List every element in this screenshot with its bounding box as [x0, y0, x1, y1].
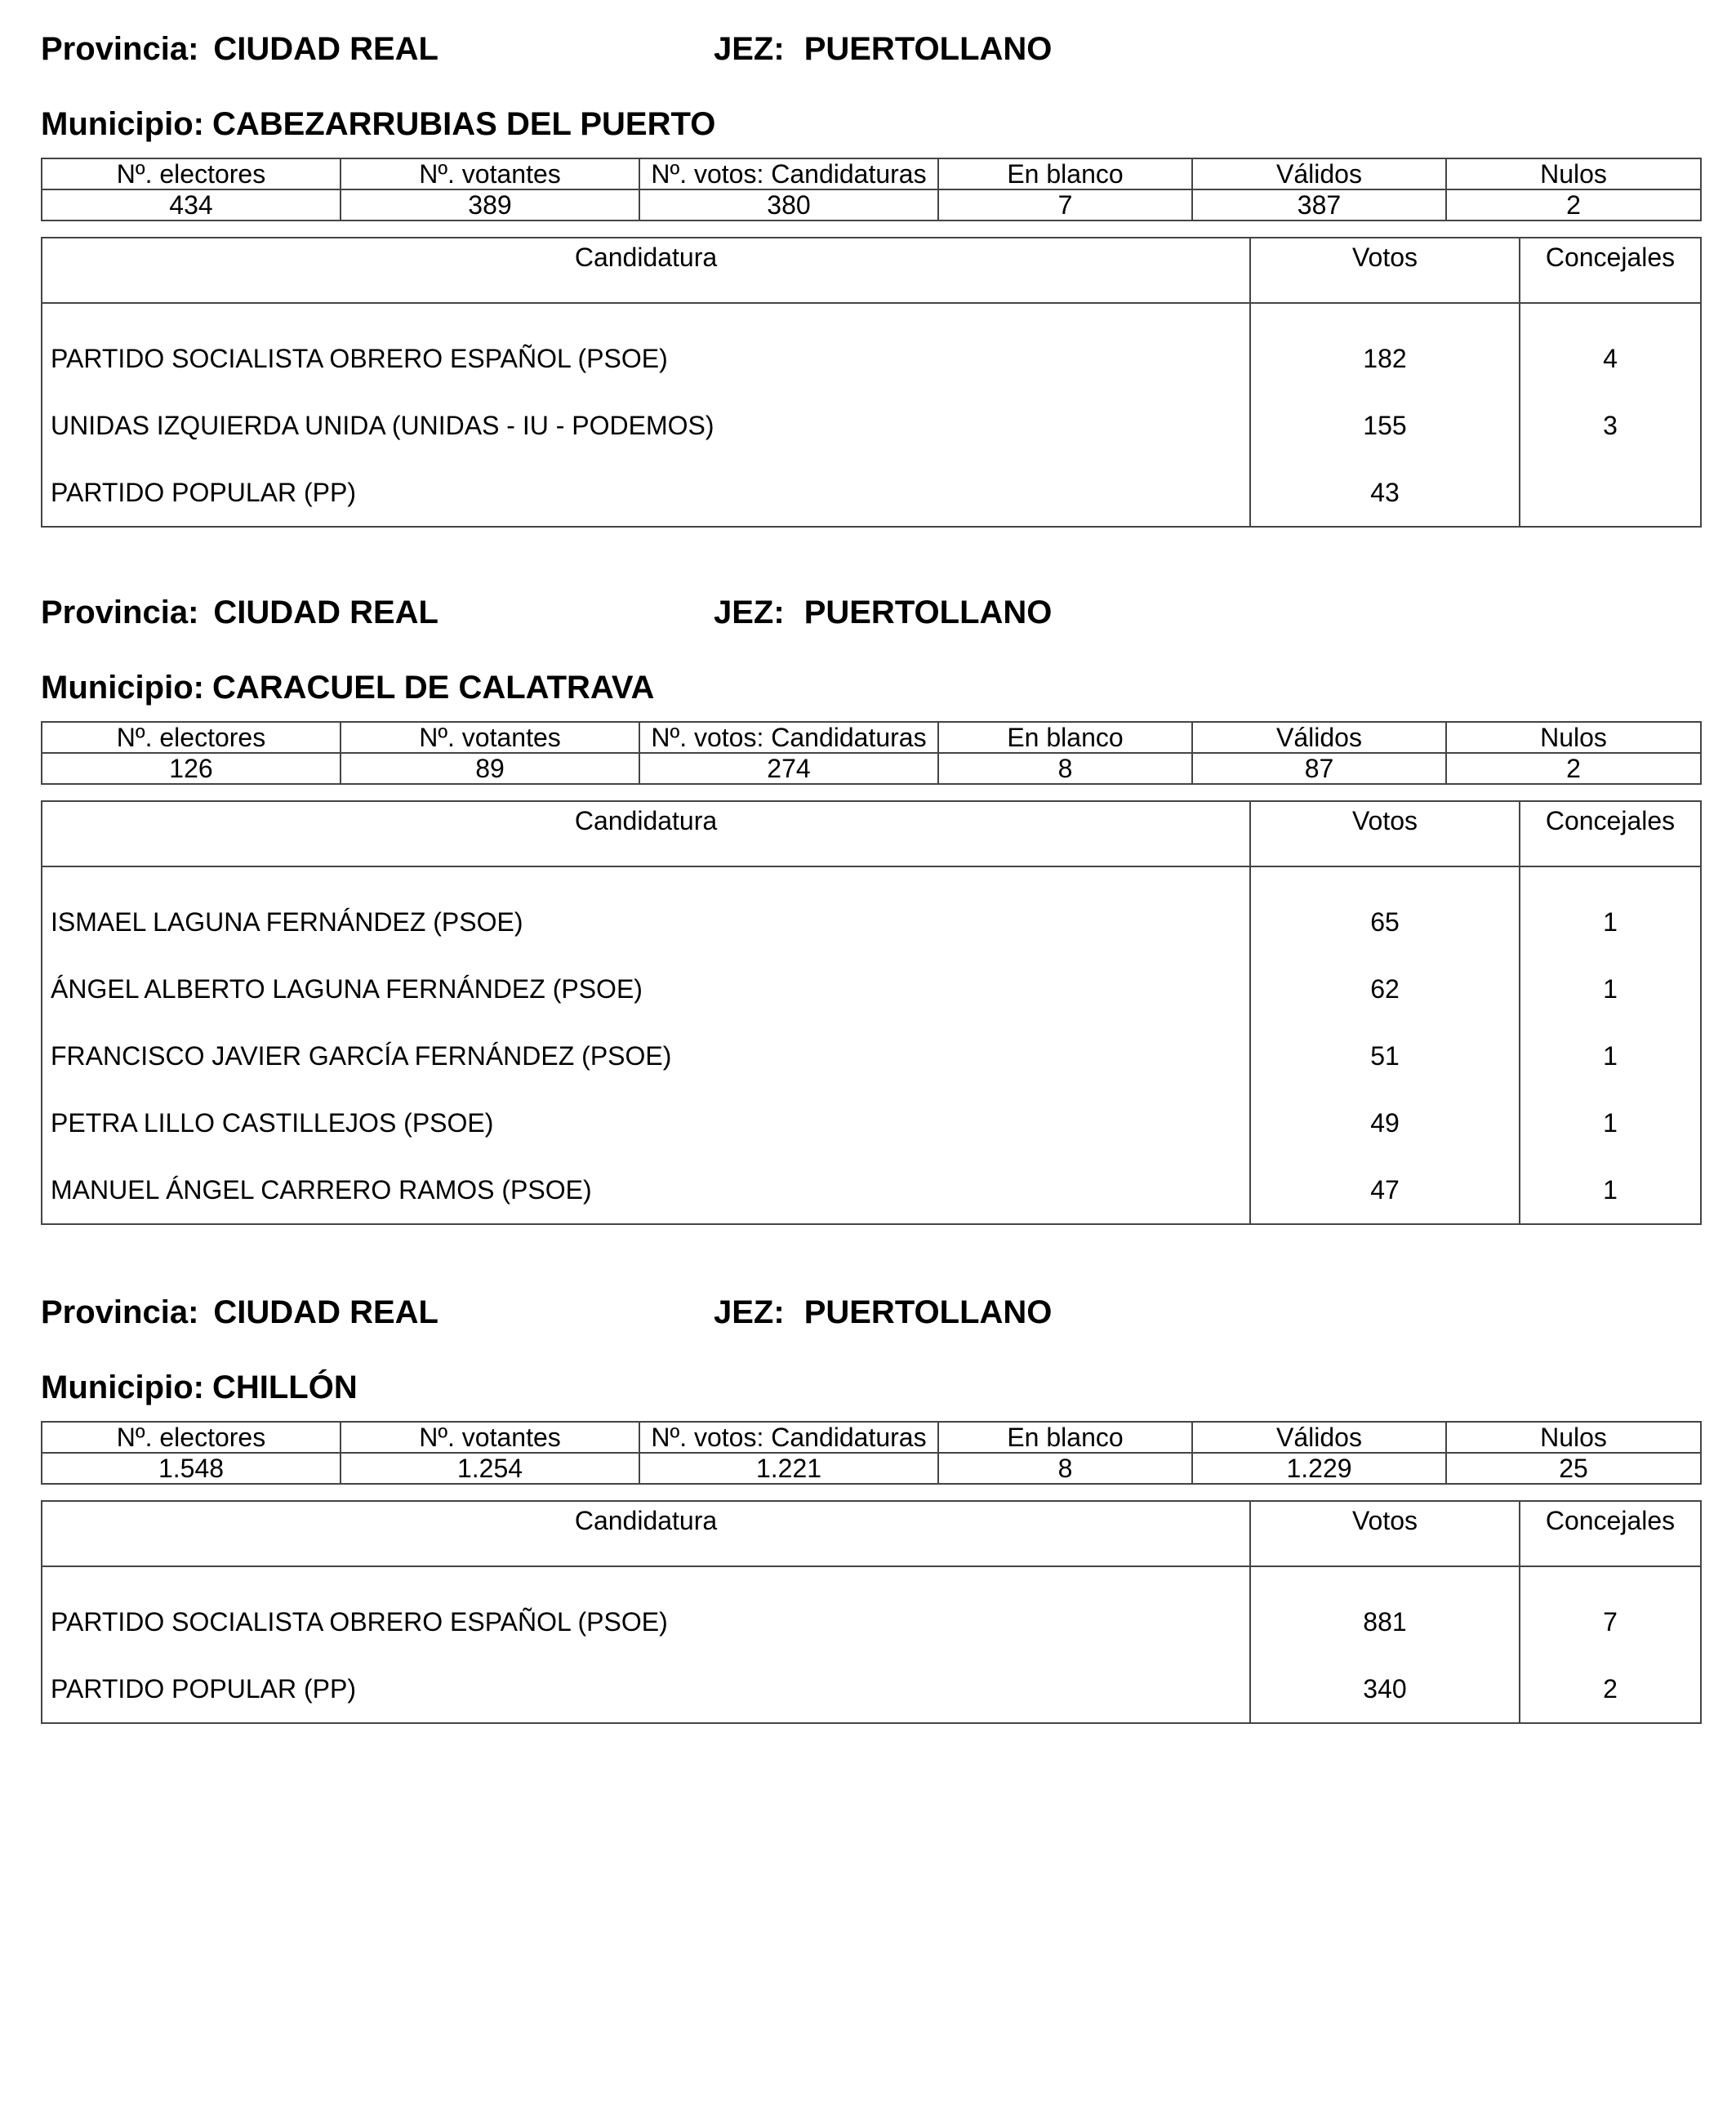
candidates-header-row [42, 238, 1701, 303]
candidate-concejales: 3 [1520, 392, 1701, 459]
provincia-header [41, 588, 438, 637]
spacer-cell [42, 1566, 1250, 1588]
jez-value: PUERTOLLANO [803, 595, 1053, 630]
municipio-label: Municipio: [41, 670, 204, 706]
candidate-row [42, 889, 1701, 955]
stats-value-cell: 1.221 [639, 1453, 938, 1484]
candidate-votos: 155 [1250, 392, 1520, 459]
candidate-votos: 51 [1250, 1022, 1520, 1089]
candidate-row [42, 1156, 1701, 1224]
stats-value-cell: 89 [341, 753, 639, 784]
candidate-name: UNIDAS IZQUIERDA UNIDA (UNIDAS - IU - PODEMOS) [42, 392, 1250, 459]
candidate-concejales: 1 [1520, 1156, 1701, 1224]
candidates-table [41, 1500, 1702, 1724]
jez-header [714, 24, 1052, 73]
stats-value-cell: 87 [1192, 753, 1446, 784]
candidate-name: MANUEL ÁNGEL CARRERO RAMOS (PSOE) [42, 1156, 1250, 1224]
spacer-cell [42, 866, 1250, 889]
stats-header-cell: Nulos [1446, 722, 1701, 753]
candidate-concejales: 1 [1520, 1089, 1701, 1156]
provincia-header [41, 24, 438, 73]
candidate-name: PARTIDO SOCIALISTA OBRERO ESPAÑOL (PSOE) [42, 1588, 1250, 1655]
candidate-votos: 881 [1250, 1588, 1520, 1655]
jez-label: JEZ: [714, 595, 785, 630]
stats-value-cell: 2 [1446, 753, 1701, 784]
spacer-cell [1250, 1566, 1520, 1588]
concejales-header: Concejales [1520, 238, 1701, 303]
stats-value-row [42, 1453, 1701, 1484]
municipio-header [41, 100, 715, 149]
provincia-label: Provincia: [41, 595, 199, 630]
spacer-row [42, 866, 1701, 889]
stats-header-cell: Nº. votantes [341, 722, 639, 753]
provincia-label: Provincia: [41, 1294, 199, 1330]
municipio-label: Municipio: [41, 1370, 204, 1405]
municipio-header [41, 1363, 358, 1412]
candidate-concejales: 4 [1520, 325, 1701, 392]
stats-value-row [42, 189, 1701, 220]
candidatura-header: Candidatura [42, 1501, 1250, 1566]
stats-value-cell: 387 [1192, 189, 1446, 220]
stats-table [41, 158, 1702, 221]
stats-value-cell: 389 [341, 189, 639, 220]
stats-value-cell: 1.548 [42, 1453, 341, 1484]
candidate-row [42, 325, 1701, 392]
stats-value-cell: 2 [1446, 189, 1701, 220]
candidate-name: ÁNGEL ALBERTO LAGUNA FERNÁNDEZ (PSOE) [42, 955, 1250, 1022]
stats-header-cell: En blanco [938, 722, 1192, 753]
candidatura-header: Candidatura [42, 801, 1250, 866]
candidatura-header: Candidatura [42, 238, 1250, 303]
candidate-votos: 43 [1250, 459, 1520, 527]
candidate-votos: 65 [1250, 889, 1520, 955]
provincia-value: CIUDAD REAL [213, 595, 438, 630]
stats-header-cell: Nº. votos: Candidaturas [639, 722, 938, 753]
stats-header-cell: Válidos [1192, 722, 1446, 753]
candidate-row [42, 1022, 1701, 1089]
votos-header: Votos [1250, 801, 1520, 866]
candidate-votos: 47 [1250, 1156, 1520, 1224]
stats-header-cell: Nº. electores [42, 1422, 341, 1453]
stats-header-cell: Nº. electores [42, 722, 341, 753]
stats-value-cell: 1.254 [341, 1453, 639, 1484]
candidate-row [42, 1655, 1701, 1723]
candidate-name: PARTIDO POPULAR (PP) [42, 1655, 1250, 1723]
stats-value-row [42, 753, 1701, 784]
provincia-value: CIUDAD REAL [213, 1294, 438, 1330]
stats-header-cell: Nulos [1446, 158, 1701, 189]
votos-header: Votos [1250, 238, 1520, 303]
candidates-header-row [42, 801, 1701, 866]
stats-value-cell: 126 [42, 753, 341, 784]
stats-value-cell: 434 [42, 189, 341, 220]
spacer-cell [1250, 303, 1520, 325]
spacer-row [42, 1566, 1701, 1588]
stats-header-cell: Nº. votantes [341, 1422, 639, 1453]
candidate-votos: 182 [1250, 325, 1520, 392]
stats-header-row [42, 158, 1701, 189]
stats-header-cell: Nº. votos: Candidaturas [639, 158, 938, 189]
spacer-cell [1520, 1566, 1701, 1588]
candidate-concejales: 1 [1520, 955, 1701, 1022]
stats-header-cell: Válidos [1192, 158, 1446, 189]
jez-value: PUERTOLLANO [803, 31, 1053, 67]
provincia-label: Provincia: [41, 31, 199, 67]
candidate-concejales: 7 [1520, 1588, 1701, 1655]
candidate-votos: 49 [1250, 1089, 1520, 1156]
municipio-value: CARACUEL DE CALATRAVA [211, 670, 655, 706]
stats-value-cell: 274 [639, 753, 938, 784]
candidate-votos: 62 [1250, 955, 1520, 1022]
spacer-row [42, 303, 1701, 325]
spacer-cell [1520, 866, 1701, 889]
stats-table [41, 721, 1702, 785]
candidate-row [42, 459, 1701, 527]
stats-table [41, 1421, 1702, 1485]
stats-header-cell: Válidos [1192, 1422, 1446, 1453]
candidate-name: FRANCISCO JAVIER GARCÍA FERNÁNDEZ (PSOE) [42, 1022, 1250, 1089]
concejales-header: Concejales [1520, 801, 1701, 866]
candidate-name: PARTIDO SOCIALISTA OBRERO ESPAÑOL (PSOE) [42, 325, 1250, 392]
municipio-header [41, 663, 654, 712]
stats-value-cell: 8 [938, 1453, 1192, 1484]
stats-value-cell: 8 [938, 753, 1192, 784]
spacer-cell [42, 303, 1250, 325]
jez-value: PUERTOLLANO [803, 1294, 1053, 1330]
jez-header [714, 1288, 1052, 1337]
stats-header-cell: Nº. votos: Candidaturas [639, 1422, 938, 1453]
stats-header-row [42, 1422, 1701, 1453]
concejales-header: Concejales [1520, 1501, 1701, 1566]
candidates-table [41, 237, 1702, 528]
stats-value-cell: 380 [639, 189, 938, 220]
candidate-concejales: 2 [1520, 1655, 1701, 1723]
stats-value-cell: 1.229 [1192, 1453, 1446, 1484]
candidate-concejales: 1 [1520, 889, 1701, 955]
municipio-label: Municipio: [41, 106, 204, 142]
stats-header-row [42, 722, 1701, 753]
candidates-table [41, 800, 1702, 1225]
candidate-name: ISMAEL LAGUNA FERNÁNDEZ (PSOE) [42, 889, 1250, 955]
candidate-name: PETRA LILLO CASTILLEJOS (PSOE) [42, 1089, 1250, 1156]
candidate-name: PARTIDO POPULAR (PP) [42, 459, 1250, 527]
stats-header-cell: En blanco [938, 1422, 1192, 1453]
provincia-value: CIUDAD REAL [213, 31, 438, 67]
stats-header-cell: En blanco [938, 158, 1192, 189]
candidate-concejales [1520, 459, 1701, 527]
candidate-row [42, 392, 1701, 459]
candidate-votos: 340 [1250, 1655, 1520, 1723]
candidate-row [42, 1588, 1701, 1655]
provincia-header [41, 1288, 438, 1337]
jez-label: JEZ: [714, 31, 785, 67]
candidate-row [42, 955, 1701, 1022]
jez-header [714, 588, 1052, 637]
candidate-row [42, 1089, 1701, 1156]
candidate-concejales: 1 [1520, 1022, 1701, 1089]
stats-header-cell: Nº. electores [42, 158, 341, 189]
spacer-cell [1250, 866, 1520, 889]
stats-header-cell: Nulos [1446, 1422, 1701, 1453]
stats-header-cell: Nº. votantes [341, 158, 639, 189]
votos-header: Votos [1250, 1501, 1520, 1566]
municipio-value: CABEZARRUBIAS DEL PUERTO [211, 106, 716, 142]
stats-value-cell: 7 [938, 189, 1192, 220]
candidates-header-row [42, 1501, 1701, 1566]
municipio-value: CHILLÓN [211, 1370, 358, 1405]
spacer-cell [1520, 303, 1701, 325]
jez-label: JEZ: [714, 1294, 785, 1330]
stats-value-cell: 25 [1446, 1453, 1701, 1484]
